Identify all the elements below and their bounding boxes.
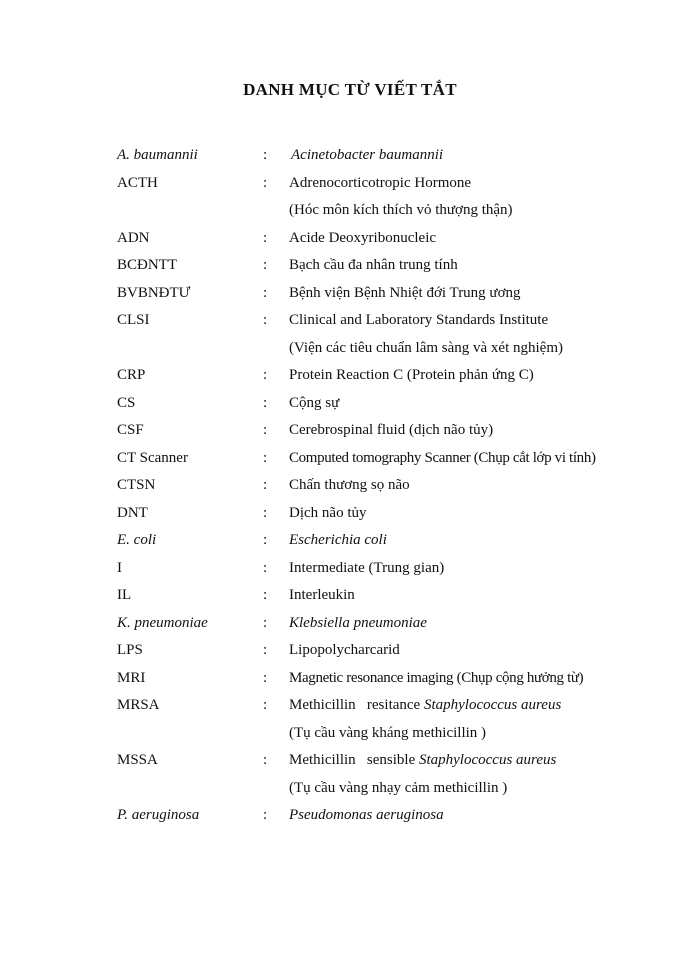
separator: : bbox=[263, 422, 268, 438]
abbreviation: BVBNĐTƯ bbox=[117, 284, 191, 301]
definition-translation: (Viện các tiêu chuẩn lâm sàng và xét nghiệm) bbox=[289, 339, 563, 356]
list-item bbox=[0, 417, 700, 445]
separator: : bbox=[263, 174, 268, 191]
definition: Bạch cầu đa nhân trung tính bbox=[289, 257, 458, 273]
abbreviation: DNT bbox=[117, 504, 148, 521]
definition: Acinetobacter baumannii bbox=[291, 147, 444, 163]
abbreviation: IL bbox=[117, 587, 132, 603]
abbreviation: BCĐNTT bbox=[117, 257, 177, 273]
definition: Lipopolycharcarid bbox=[289, 642, 400, 658]
separator: : bbox=[263, 229, 268, 246]
abbreviation: MRI bbox=[117, 669, 146, 686]
abbreviation: I bbox=[117, 559, 122, 576]
definition: Cộng sự bbox=[289, 394, 340, 411]
list-item-continuation bbox=[0, 197, 700, 225]
abbreviation: CRP bbox=[117, 367, 146, 383]
abbreviation: K. pneumoniae bbox=[117, 614, 208, 631]
separator: : bbox=[263, 587, 268, 603]
list-item bbox=[0, 610, 700, 638]
list-item bbox=[0, 692, 700, 720]
separator: : bbox=[263, 504, 268, 521]
definition: Computed tomography Scanner (Chụp cắt lớp vi tính) bbox=[289, 449, 596, 466]
list-item bbox=[0, 472, 700, 500]
definition: Dịch não tủy bbox=[289, 504, 367, 521]
definition-text: Methicillin sensible bbox=[289, 752, 419, 768]
list-item bbox=[0, 665, 700, 693]
separator: : bbox=[263, 147, 268, 163]
list-item bbox=[0, 445, 700, 473]
definition-translation: (Tụ cầu vàng nhạy cảm methicillin ) bbox=[289, 779, 508, 796]
abbreviation: ADN bbox=[117, 229, 150, 246]
separator: : bbox=[263, 559, 268, 576]
species-name: Staphylococcus aureus bbox=[418, 752, 557, 768]
list-item bbox=[0, 747, 700, 775]
list-item-continuation bbox=[0, 775, 700, 803]
definition-translation: (Hóc môn kích thích vỏ thượng thận) bbox=[289, 202, 513, 218]
separator: : bbox=[263, 257, 268, 273]
list-item bbox=[0, 527, 700, 555]
definition: Chấn thương sọ não bbox=[289, 477, 410, 493]
abbreviation: MRSA bbox=[117, 697, 160, 713]
list-item bbox=[0, 362, 700, 390]
definition: Cerebrospinal fluid (dịch não tủy) bbox=[289, 422, 494, 438]
list-item bbox=[0, 280, 700, 308]
separator: : bbox=[263, 477, 268, 493]
list-item bbox=[0, 170, 700, 198]
definition-text: Methicillin resitance bbox=[289, 697, 424, 713]
definition: Adrenocorticotropic Hormone bbox=[289, 174, 472, 191]
abbreviation: CTSN bbox=[117, 477, 156, 493]
definition bbox=[289, 692, 561, 720]
definition: Magnetic resonance imaging (Chụp cộng hưởng từ) bbox=[289, 669, 584, 686]
separator: : bbox=[263, 642, 268, 658]
definition: Interleukin bbox=[289, 587, 355, 603]
abbreviation: E. coli bbox=[117, 532, 157, 548]
definition: Bệnh viện Bệnh Nhiệt đới Trung ương bbox=[289, 284, 521, 301]
separator: : bbox=[263, 752, 268, 768]
separator: : bbox=[263, 614, 268, 631]
abbreviation: A. baumannii bbox=[117, 147, 198, 163]
list-item bbox=[0, 500, 700, 528]
list-item bbox=[0, 582, 700, 610]
page-title: DANH MỤC TỪ VIẾT TẮT bbox=[243, 80, 457, 99]
abbreviation: MSSA bbox=[117, 752, 158, 768]
definition: Protein Reaction C (Protein phản ứng C) bbox=[289, 367, 534, 383]
abbreviation: P. aeruginosa bbox=[117, 807, 200, 823]
abbreviation-list bbox=[0, 142, 700, 830]
definition: Escherichia coli bbox=[289, 532, 387, 548]
separator: : bbox=[263, 697, 268, 713]
definition: Intermediate (Trung gian) bbox=[289, 559, 445, 576]
definition: Pseudomonas aeruginosa bbox=[289, 807, 444, 823]
definition bbox=[289, 747, 556, 775]
separator: : bbox=[263, 394, 268, 411]
definition: Clinical and Laboratory Standards Institute bbox=[289, 312, 549, 328]
list-item bbox=[0, 802, 700, 830]
separator: : bbox=[263, 367, 268, 383]
separator: : bbox=[263, 669, 268, 686]
abbreviation: CT Scanner bbox=[117, 449, 188, 466]
list-item bbox=[0, 142, 700, 170]
list-item bbox=[0, 390, 700, 418]
list-item-continuation bbox=[0, 335, 700, 363]
definition: Klebsiella pneumoniae bbox=[289, 614, 427, 631]
separator: : bbox=[263, 532, 268, 548]
separator: : bbox=[263, 449, 268, 466]
abbreviation: CSF bbox=[117, 422, 144, 438]
separator: : bbox=[263, 312, 268, 328]
list-item bbox=[0, 307, 700, 335]
separator: : bbox=[263, 807, 268, 823]
species-name: Staphylococcus aureus bbox=[423, 697, 562, 713]
list-item bbox=[0, 225, 700, 253]
abbreviation: ACTH bbox=[117, 174, 158, 191]
list-item-continuation bbox=[0, 720, 700, 748]
abbreviation: LPS bbox=[117, 642, 143, 658]
definition-translation: (Tụ cầu vàng kháng methicillin ) bbox=[289, 724, 487, 741]
definition: Acide Deoxyribonucleic bbox=[289, 229, 437, 246]
separator: : bbox=[263, 284, 268, 301]
list-item bbox=[0, 252, 700, 280]
list-item bbox=[0, 637, 700, 665]
list-item bbox=[0, 555, 700, 583]
abbreviation: CS bbox=[117, 394, 136, 411]
abbreviation: CLSI bbox=[117, 312, 150, 328]
